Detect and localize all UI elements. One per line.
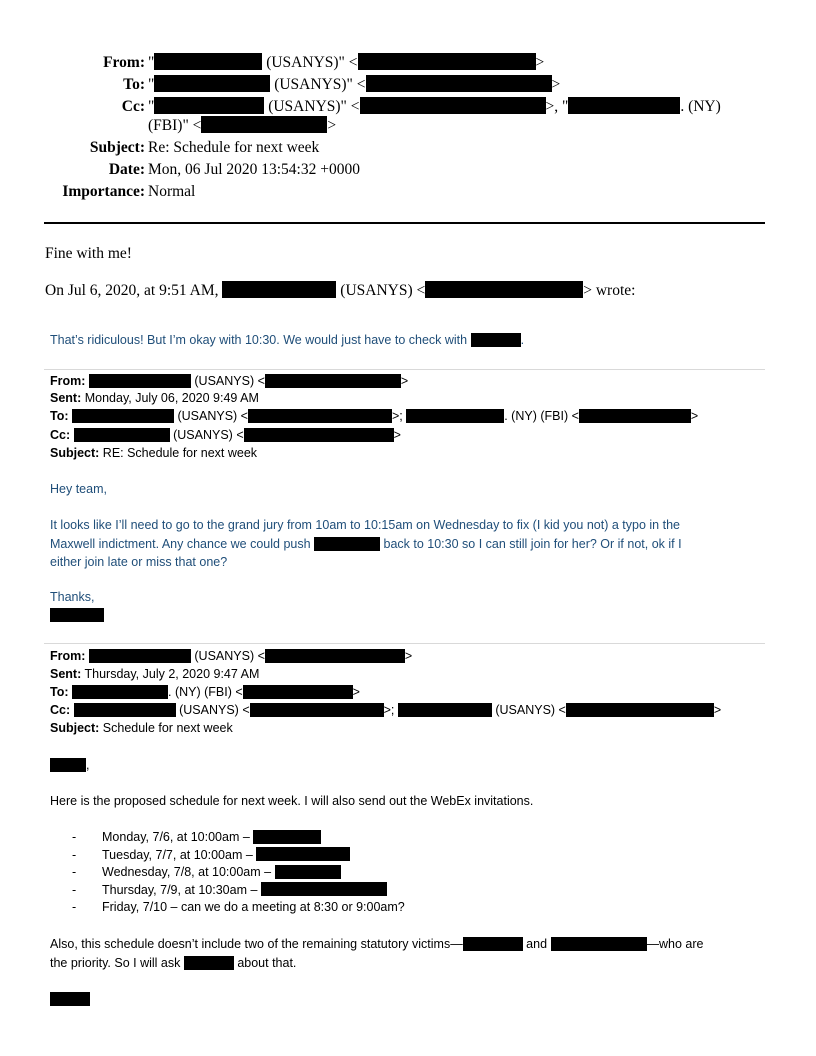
message-2-para-line1: It looks like I’ll need to go to the grand jury from 10am to 10:15am on Wednesday to fix (I kid you not) a typo in the [50,518,680,532]
redaction-block [551,937,647,951]
redaction-block [566,703,714,717]
date-label: Date: [108,161,145,178]
redaction-block [50,992,90,1006]
cc-value-continued: (FBI)" < > [148,117,337,134]
to-value: " (USANYS)" < > [148,76,561,93]
quote-intro: On Jul 6, 2020, at 9:51 AM, (USANYS) < > wrote: [45,282,636,299]
redaction-block [425,281,583,298]
redaction-block [72,409,174,423]
message-3-intro: Here is the proposed schedule for next week. I will also send out the WebEx invitations. [50,794,534,808]
date-value: Mon, 06 Jul 2020 13:54:32 +0000 [148,161,360,178]
message-3-signature [50,992,90,1006]
redaction-block [74,703,176,717]
message-3-closing-line2: the priority. So I will ask about that. [50,956,297,970]
redaction-block [154,97,264,114]
message-2-subject: Subject: RE: Schedule for next week [50,446,258,460]
redaction-block [261,882,387,896]
redaction-block [50,608,104,622]
from-value: " (USANYS)" < > [148,54,545,71]
redaction-block [579,409,691,423]
redaction-block [248,409,392,423]
redaction-block [244,428,394,442]
redaction-block [89,374,191,388]
redaction-block [463,937,523,951]
subject-label: Subject: [89,139,145,156]
redaction-block [406,409,504,423]
cc-value: " (USANYS)" < >, " . (NY) [148,98,721,115]
message-2-para-line3: either join late or miss that one? [50,555,228,569]
redaction-block [568,97,680,114]
message-2-cc: Cc: (USANYS) < > [50,428,401,442]
redaction-block [360,97,546,114]
redaction-block [471,333,521,347]
redaction-block [314,537,380,551]
message-2-sent: Sent: Monday, July 06, 2020 9:49 AM [50,391,259,405]
redaction-block [265,649,405,663]
redaction-block [256,847,350,861]
message-2-from: From: (USANYS) < > [50,374,409,388]
message-2-para-line2: Maxwell indictment. Any chance we could push back to 10:30 so I can still join for her? Or if not, ok if I [50,537,682,551]
redaction-block [243,685,353,699]
redaction-block [358,53,536,70]
importance-value: Normal [148,183,196,200]
subject-value: Re: Schedule for next week [148,139,320,156]
message-3-cc: Cc: (USANYS) < >; (USANYS) < > [50,703,722,717]
cc-label: Cc: [121,98,145,115]
redaction-block [154,53,262,70]
message-3-subject: Subject: Schedule for next week [50,721,233,735]
message-2-signature [50,608,104,622]
message-divider [44,643,765,644]
message-3-closing-line1: Also, this schedule doesn’t include two of the remaining statutory victims— and —who are [50,937,704,951]
redaction-block [89,649,191,663]
importance-label: Importance: [62,183,145,200]
redaction-block [253,830,321,844]
to-label: To: [123,76,145,93]
redaction-block [275,865,341,879]
message-2-greeting: Hey team, [50,482,107,496]
from-label: From: [103,54,145,71]
redaction-block [154,75,270,92]
message-3-greeting: , [50,758,89,772]
redaction-block [201,116,327,133]
message-2-to: To: (USANYS) < >; . (NY) (FBI) < > [50,409,699,423]
redaction-block [398,703,492,717]
message-2-signoff: Thanks, [50,590,95,604]
message-divider [44,369,765,370]
header-divider [44,222,765,224]
redaction-block [184,956,234,970]
message-1-body: That’s ridiculous! But I’m okay with 10:30. We would just have to check with . [50,333,525,347]
reply-body: Fine with me! [45,245,132,262]
redaction-block [265,374,401,388]
message-3-from: From: (USANYS) < > [50,649,413,663]
message-3-sent: Sent: Thursday, July 2, 2020 9:47 AM [50,667,260,681]
redaction-block [366,75,552,92]
redaction-block [72,685,168,699]
redaction-block [250,703,384,717]
redaction-block [222,281,336,298]
redaction-block [74,428,170,442]
message-3-to: To: . (NY) (FBI) < > [50,685,360,699]
redaction-block [50,758,86,772]
